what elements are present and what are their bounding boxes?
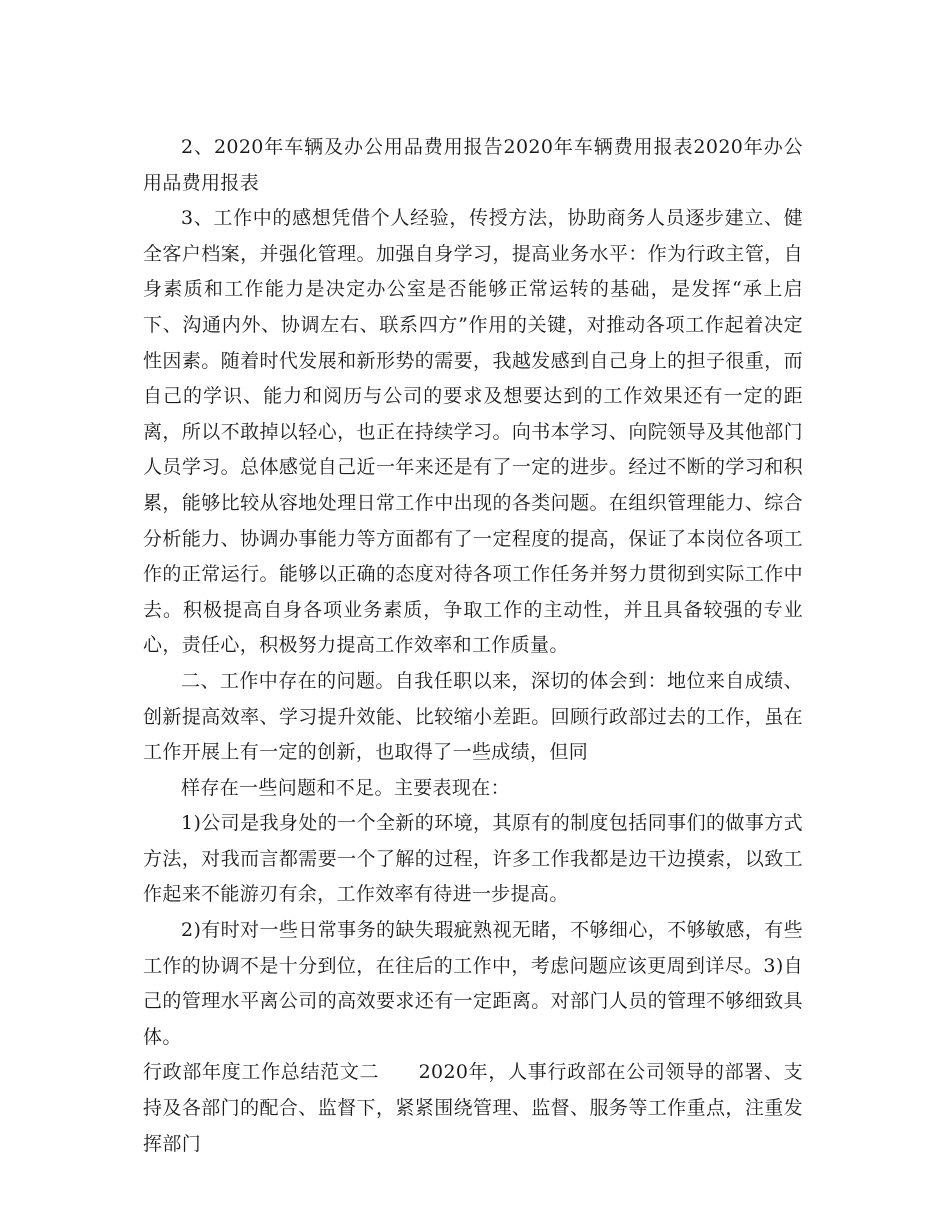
paragraph-problem-2-3: 2)有时对一些日常事务的缺失瑕疵熟视无睹，不够细心，不够敏感，有些工作的协调不是十分到位，在往后的工作中，考虑问题应该更周到详尽。3)自己的管理水平离公司的高效要求还有一定距离。对部门人员的管理不够细致具体。 [143,919,803,1048]
paragraph-summary-sample-two: 行政部年度工作总结范文二 2020年，人事行政部在公司领导的部署、支持及各部门的配合、监督下，紧紧围绕管理、监督、服务等工作重点，注重发挥部门 [143,1061,803,1155]
document-body [143,130,803,1162]
paragraph-existing-problems: 二、工作中存在的问题。自我任职以来，深切的体会到：地位来自成绩、创新提高效率、学习提升效能、比较缩小差距。回顾行政部过去的工作，虽在工作开展上有一定的创新，也取得了一些成绩，但同 [143,669,803,764]
paragraph-main-manifestations: 样存在一些问题和不足。主要表现在： [181,776,510,799]
paragraph-report-list: 2、2020年车辆及办公用品费用报告2020年车辆费用报表2020年办公用品费用报表 [143,136,803,194]
paragraph-problem-1: 1)公司是我身处的一个全新的环境，其原有的制度包括同事们的做事方式方法，对我而言都需要一个了解的过程，许多工作我都是边干边摸索，以致工作起来不能游刃有余，工作效率有待进一步提高。 [143,812,803,906]
paragraph-work-reflections: 3、工作中的感想凭借个人经验，传授方法，协助商务人员逐步建立、健全客户档案，并强化管理。加强自身学习，提高业务水平：作为行政主管，自身素质和工作能力是决定办公室是否能够正常运转的基础，是发挥“承上启下、沟通内外、协调左右、联系四方”作用的关键，对推动各项工作起着决定性因素。随着时代发展和新形势的需要，我越发感到自己身上的担子很重，而自己的学识、能力和阅历与公司的要求及想要达到的工作效果还有一定的距离，所以不敢掉以轻心，也正在持续学习。向书本学习、向院领导及其他部门人员学习。总体感觉自己近一年来还是有了一定的进步。经过不断的学习和积累，能够比较从容地处理日常工作中出现的各类问题。在组织管理能力、综合分析能力、协调办事能力等方面都有了一定程度的提高，保证了本岗位各项工作的正常运行。能够以正确的态度对待各项工作任务并努力贯彻到实际工作中去。积极提高自身各项业务素质，争取工作的主动性，并且具备较强的专业心，责任心，积极努力提高工作效率和工作质量。 [143,207,803,657]
